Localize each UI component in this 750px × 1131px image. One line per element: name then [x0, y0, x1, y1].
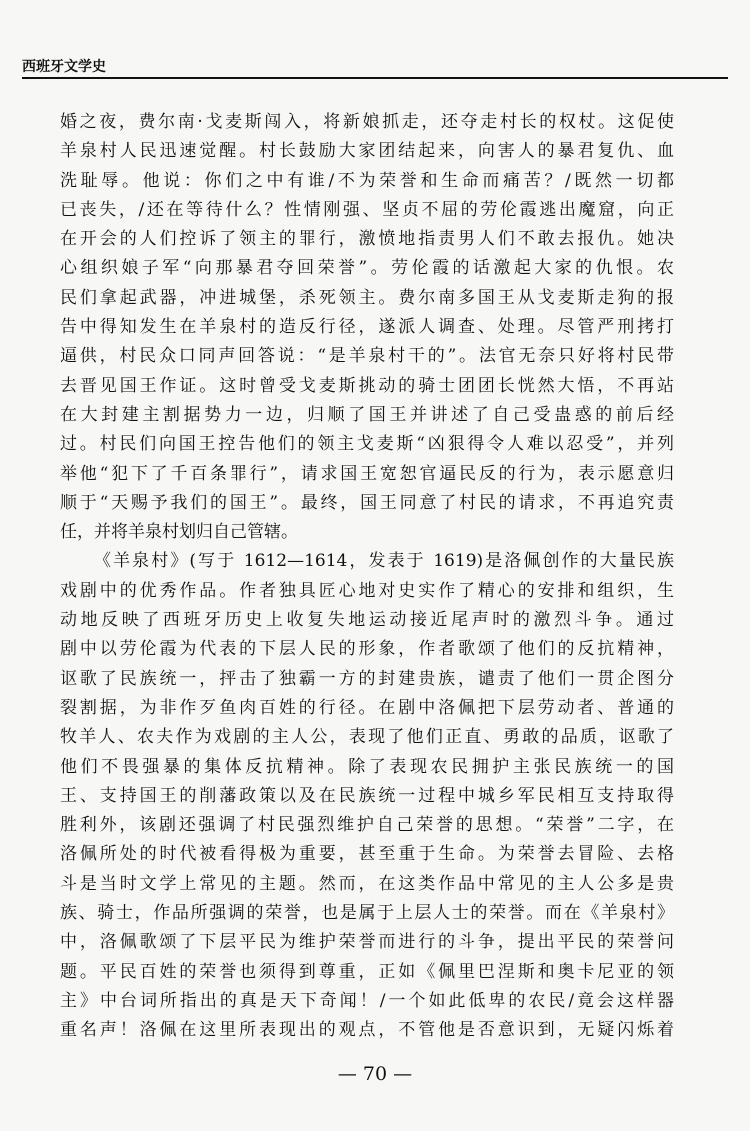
text-line: 在开会的人们控诉了领主的罪行，激愤地指责男人们不敢去报仇。她决 [60, 229, 674, 250]
paragraph-2 [60, 547, 674, 1045]
text-line: 剧中以劳伦霞为代表的下层人民的形象，作者歌颂了他们的反抗精神， [60, 639, 674, 660]
text-line: 中，洛佩歌颂了下层平民为维护荣誉而进行的斗争，提出平民的荣誉问 [60, 932, 674, 953]
text-line: 王、支持国王的削藩政策以及在民族统一过程中城乡军民相互支持取得 [60, 785, 674, 806]
text-line: 顺于“天赐予我们的国王”。最终，国王同意了村民的请求，不再追究责 [60, 492, 674, 513]
text-line: 举他“犯下了千百条罪行”，请求国王宽恕官逼民反的行为，表示愿意归 [60, 463, 674, 484]
text-line: 题。平民百姓的荣誉也须得到尊重，正如《佩里巴涅斯和奥卡尼亚的领 [60, 961, 674, 982]
text-line: 胜利外，该剧还强调了村民强烈维护自己荣誉的思想。“荣誉”二字，在 [60, 815, 674, 836]
running-head: 西班牙文学史 [22, 59, 106, 75]
text-line: 重名声！洛佩在这里所表现出的观点，不管他是否意识到，无疑闪烁着 [60, 1020, 674, 1041]
text-line: 民们拿起武器，冲进城堡，杀死领主。费尔南多国王从戈麦斯走狗的报 [60, 287, 674, 308]
text-line: 过。村民们向国王控告他们的领主戈麦斯“凶狠得令人难以忍受”，并列 [60, 434, 674, 455]
text-line: 讴歌了民族统一，抨击了独霸一方的封建贵族，谴责了他们一贯企图分 [60, 668, 674, 689]
text-line: 裂割据，为非作歹鱼肉百姓的行径。在剧中洛佩把下层劳动者、普通的 [60, 697, 674, 718]
text-line: 斗是当时文学上常见的主题。然而，在这类作品中常见的主人公多是贵 [60, 873, 674, 894]
text-line: 动地反映了西班牙历史上收复失地运动接近尾声时的激烈斗争。通过 [60, 610, 674, 631]
text-line: 戏剧中的优秀作品。作者独具匠心地对史实作了精心的安排和组织，生 [60, 580, 674, 601]
text-line: 洛佩所处的时代被看得极为重要，甚至重于生命。为荣誉去冒险、去格 [60, 844, 674, 865]
body-text [60, 108, 674, 1046]
text-line: 婚之夜，费尔南·戈麦斯闯入，将新娘抓走，还夺走村长的权杖。这促使 [60, 112, 674, 132]
header-rule [22, 77, 728, 79]
text-line: 任，并将羊泉村划归自己管辖。 [60, 522, 298, 543]
text-line: 《羊泉村》(写于 1612—1614，发表于 1619)是洛佩创作的大量民族 [94, 551, 674, 572]
text-line: 牧羊人、农夫作为戏剧的主人公，表现了他们正直、勇敢的品质，讴歌了 [60, 727, 674, 748]
text-line: 告中得知发生在羊泉村的造反行径，遂派人调查、处理。尽管严刑拷打 [60, 317, 674, 338]
page-number: — 70 — [337, 1063, 413, 1085]
paragraph-1 [60, 108, 674, 547]
text-line: 已丧失，/还在等待什么？性情刚强、坚贞不屈的劳伦霞逃出魔窟，向正 [60, 199, 674, 220]
text-line: 族、骑士，作品所强调的荣誉，也是属于上层人士的荣誉。而在《羊泉村》 [60, 903, 674, 924]
text-line: 主》中台词所指出的真是天下奇闻！/一个如此低卑的农民/竟会这样器 [60, 990, 674, 1011]
text-line: 在大封建主割据势力一边，归顺了国王并讲述了自己受蛊惑的前后经 [60, 404, 674, 425]
text-line: 洗耻辱。他说：你们之中有谁/不为荣誉和生命而痛苦？/既然一切都 [60, 170, 674, 191]
text-line: 逼供，村民众口同声回答说：“是羊泉村干的”。法官无奈只好将村民带 [60, 346, 674, 367]
text-line: 他们不畏强暴的集体反抗精神。除了表现农民拥护主张民族统一的国 [60, 756, 674, 777]
text-line: 去晋见国王作证。这时曾受戈麦斯挑动的骑士团团长恍然大悟，不再站 [60, 375, 674, 396]
text-line: 羊泉村人民迅速觉醒。村长鼓励大家团结起来，向害人的暴君复仇、血 [60, 141, 674, 162]
text-line: 心组织娘子军“向那暴君夺回荣誉”。劳伦霞的话激起大家的仇恨。农 [60, 258, 674, 279]
